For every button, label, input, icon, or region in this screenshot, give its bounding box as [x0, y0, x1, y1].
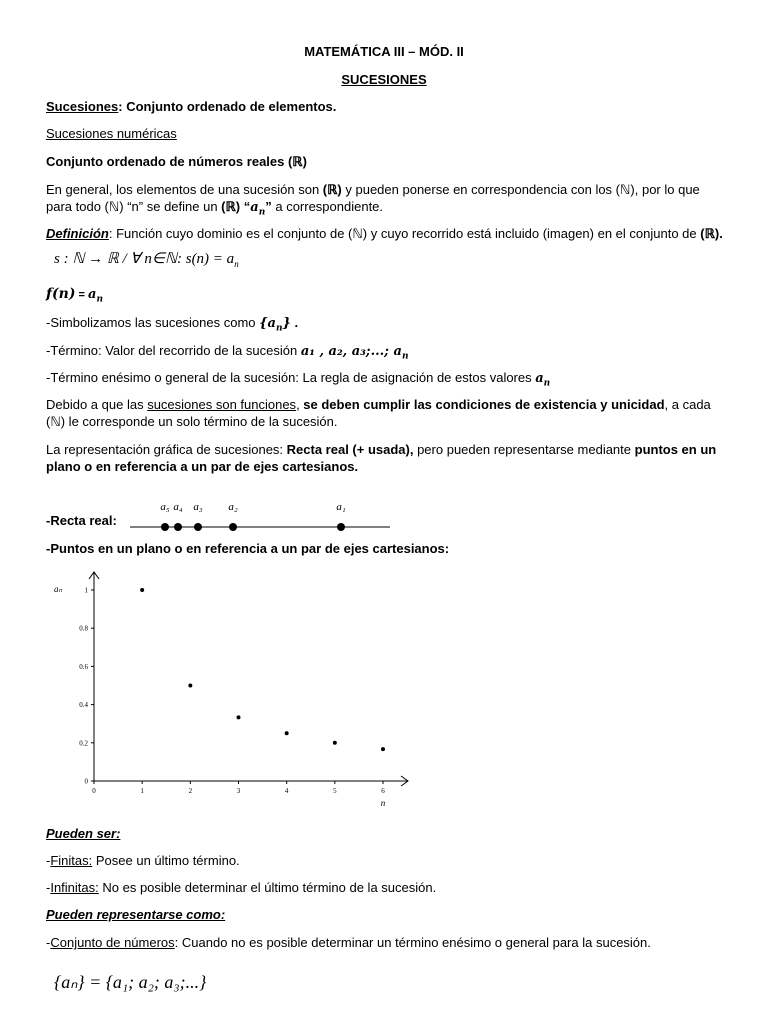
scatter-point-1	[140, 588, 144, 592]
scatter-point-3	[237, 715, 241, 719]
definicion-t1: : Función cuyo dominio es el conjunto de (ℕ) y cuyo recorrido está incluido (imagen) en el conjunto de	[108, 226, 701, 241]
general-an: a	[250, 200, 259, 215]
debido-t3: ,	[296, 397, 304, 412]
x-tick-label-4: 4	[284, 787, 289, 795]
general-t8: a correspondiente.	[271, 199, 384, 214]
general-t7: ”	[265, 199, 272, 214]
recta-point-5	[161, 523, 169, 531]
sucesiones-def-text: : Conjunto ordenado de elementos.	[118, 99, 337, 114]
finitas-label: Finitas:	[50, 853, 93, 868]
recta-point-3	[194, 523, 202, 531]
simb-end: .	[290, 315, 299, 330]
scatter-point-2	[188, 684, 192, 688]
recta-point-label-5: a₅	[160, 501, 170, 513]
page-title: MATEMÁTICA III – MÓD. II	[304, 44, 464, 59]
scatter-point-5	[333, 741, 337, 745]
puntos-label: -Puntos en un plano o en referencia a un par de ejes cartesianos:	[46, 541, 450, 556]
simb-text: -Simbolizamos las sucesiones como	[46, 315, 260, 330]
termino-sub: n	[401, 351, 409, 362]
simb-math: {a	[259, 316, 276, 331]
recta-point-1	[337, 523, 345, 531]
x-tick-label-1: 1	[140, 787, 144, 795]
y-tick-label-0.4: 0.4	[79, 701, 88, 710]
general-paragraph	[46, 181, 726, 222]
definicion-label: Definición	[46, 226, 109, 241]
recta-point-2	[229, 523, 237, 531]
debido-t1: Debido a que las	[46, 397, 148, 412]
scatter-point-6	[381, 747, 385, 751]
infinitas-text: No es posible determinar el último término de la sucesión.	[98, 880, 437, 895]
debido-paragraph	[46, 396, 726, 430]
fn-eq: =	[75, 289, 88, 301]
fn-rhs: a	[88, 287, 97, 302]
scatter-chart	[46, 566, 426, 816]
general-an-sub: n	[258, 207, 266, 218]
x-tick-label-6: 6	[381, 787, 385, 795]
conjunto-numeros-line	[46, 935, 651, 950]
page-subtitle: SUCESIONES	[341, 72, 427, 87]
representarse-heading: Pueden representarse como:	[46, 907, 226, 922]
simbolizamos-line	[46, 315, 298, 334]
sucesiones-label: Sucesiones	[46, 99, 119, 114]
general-t4: (ℝ) “	[221, 199, 251, 214]
y-tick-label-0.6: 0.6	[79, 662, 88, 671]
sucesiones-definition	[46, 99, 336, 114]
definicion-line	[46, 226, 723, 242]
debido-t4: se deben cumplir las condiciones de existencia y unicidad	[303, 397, 665, 412]
simb-sub: n	[275, 323, 283, 334]
finitas-line	[46, 853, 240, 868]
debido-t5: , a cada (ℕ) le corresponde un solo término de la sucesión.	[46, 397, 711, 429]
x-tick-label-5: 5	[333, 787, 337, 795]
x-tick-label-3: 3	[236, 787, 241, 795]
termino-math: a₁ , a₂, a₃;...; a	[300, 344, 402, 359]
simb-close: }	[282, 316, 291, 331]
repr-t4: puntos en un plano o en referencia a un par de ejes cartesianos.	[46, 442, 717, 474]
fn-formula	[46, 286, 103, 305]
recta-real-diagram	[120, 496, 400, 536]
general-t1: En general, los elementos de una sucesión son	[46, 182, 323, 197]
definicion-t2: (ℝ).	[700, 226, 723, 241]
enesimo-math: a	[535, 371, 544, 386]
general-t2: (ℝ)	[322, 182, 342, 197]
x-tick-label-2: 2	[188, 787, 193, 795]
x-axis-label: n	[380, 798, 386, 808]
fn-lhs: f(n)	[46, 286, 76, 302]
enesimo-line	[46, 370, 550, 389]
conjunto-numeros-label: Conjunto de números	[50, 935, 175, 950]
general-t3: y pueden ponerse en correspondencia con los (ℕ), por lo que para todo (ℕ) “n” se define un	[46, 182, 700, 214]
repr-t2: Recta real (+ usada),	[286, 442, 414, 457]
conjunto-dash: -	[46, 935, 51, 950]
infinitas-label: Infinitas:	[50, 880, 99, 895]
scatter-point-4	[285, 731, 289, 735]
fn-rhs-sub: n	[96, 294, 103, 305]
y-tick-label-0.2: 0.2	[79, 739, 88, 748]
finitas-text: Posee un último término.	[92, 853, 240, 868]
y-tick-label-0: 0	[84, 777, 88, 786]
repr-t1: La representación gráfica de sucesiones:	[46, 442, 287, 457]
enesimo-text: -Término enésimo o general de la sucesión: La regla de asignación de estos valores	[46, 370, 536, 385]
representacion-paragraph	[46, 441, 726, 475]
definicion-formula	[54, 249, 239, 269]
finitas-dash: -	[46, 853, 51, 868]
definicion-formula-sub: n	[234, 259, 239, 269]
pueden-ser-heading: Pueden ser:	[46, 826, 121, 841]
recta-real-label: -Recta real:	[46, 513, 117, 528]
recta-point-label-2: a₂	[228, 501, 238, 513]
set-formula: {aₙ} = {a₁; a₂; a₃;...}	[54, 972, 207, 992]
infinitas-dash: -	[46, 880, 51, 895]
y-tick-label-1: 1	[84, 586, 88, 595]
recta-point-label-4: a₄	[173, 501, 183, 513]
conjunto-numeros-text: : Cuando no es posible determinar un término enésimo o general para la sucesión.	[174, 935, 651, 950]
recta-point-label-1: a₁	[336, 501, 346, 513]
termino-line	[46, 343, 408, 362]
repr-t3: pero pueden representarse mediante	[413, 442, 635, 457]
definicion-formula-text: s : ℕ → ℝ / ∀ n∈ℕ: s(n) = a	[54, 251, 235, 267]
debido-t2: sucesiones son funciones	[147, 397, 297, 412]
y-axis-label: aₙ	[54, 584, 63, 594]
x-tick-label-0: 0	[92, 787, 96, 795]
y-tick-label-0.8: 0.8	[79, 624, 88, 633]
termino-text: -Término: Valor del recorrido de la sucesión	[46, 343, 301, 358]
recta-point-4	[174, 523, 182, 531]
conjunto-reales-text: Conjunto ordenado de números reales (ℝ)	[46, 154, 307, 169]
infinitas-line	[46, 880, 436, 895]
numericas-heading: Sucesiones numéricas	[46, 126, 177, 141]
recta-point-label-3: a₃	[193, 501, 203, 513]
enesimo-sub: n	[543, 378, 551, 389]
